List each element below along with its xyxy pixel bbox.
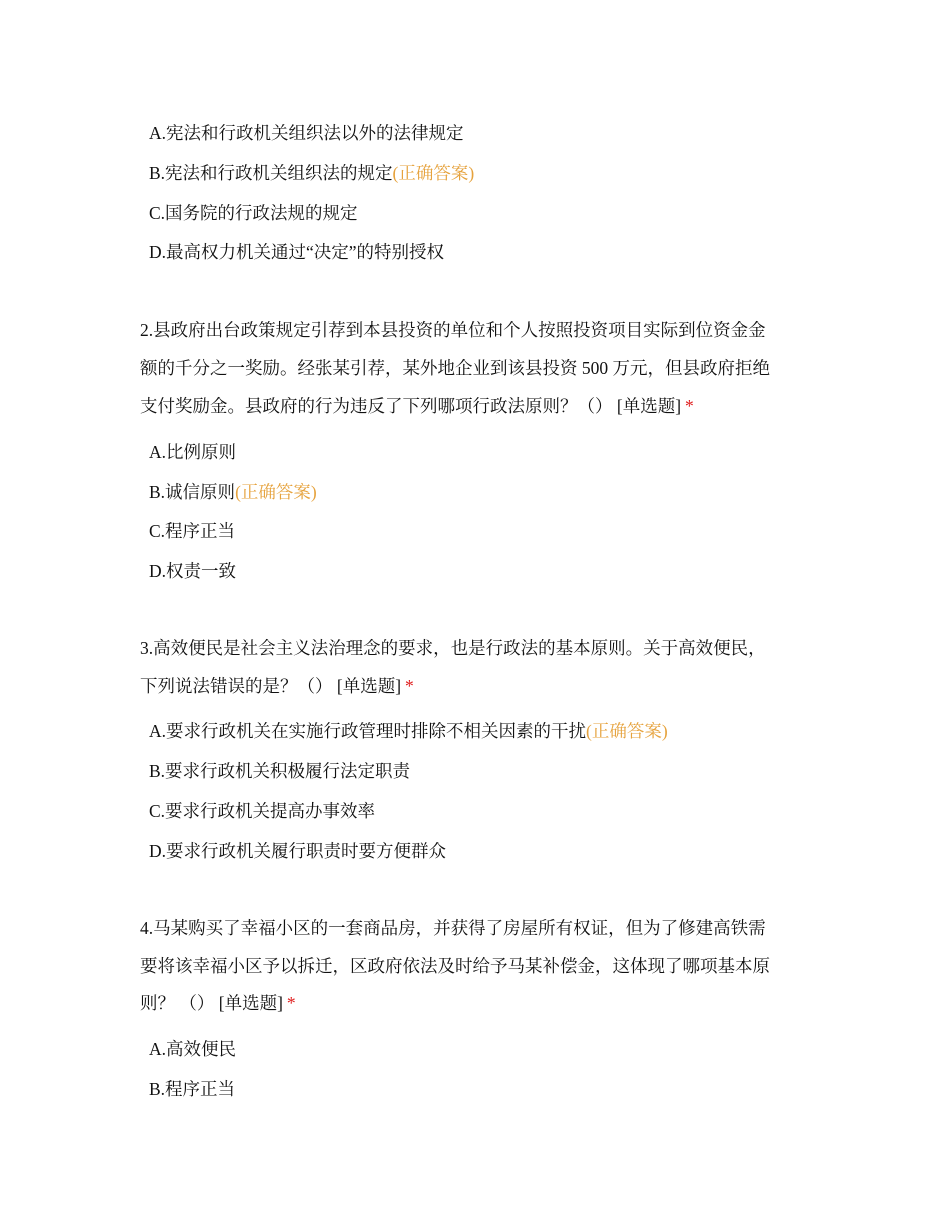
question-4-line-1: 4.马某购买了幸福小区的一套商品房，并获得了房屋所有权证，但为了修建高铁需 [140,918,766,938]
option-3a-text: A.要求行政机关在实施行政管理时排除不相关因素的干扰 [149,721,587,741]
option-1a: A.宪法和行政机关组织法以外的法律规定 [149,123,464,143]
option-3d: D.要求行政机关履行职责时要方便群众 [149,841,447,861]
question-4-line-3-text: 则？ （） [单选题] [140,993,283,1013]
question-4-line-2: 要将该幸福小区予以拆迁，区政府依法及时给予马某补偿金，这体现了哪项基本原 [140,956,770,976]
option-1b-text: B.宪法和行政机关组织法的规定 [149,163,393,183]
required-mark: * [405,676,414,696]
option-3b: B.要求行政机关积极履行法定职责 [149,761,411,781]
option-2b [149,480,317,504]
option-4b: B.程序正当 [149,1079,236,1099]
correct-answer-tag: (正确答案) [586,721,668,741]
required-mark: * [685,396,694,416]
correct-answer-tag: (正确答案) [235,482,317,502]
option-2a: A.比例原则 [149,442,237,462]
option-2d: D.权责一致 [149,561,237,581]
question-2-line-1: 2.县政府出台政策规定引荐到本县投资的单位和个人按照投资项目实际到位资金金 [140,320,766,340]
question-2-line-2: 额的千分之一奖励。经张某引荐，某外地企业到该县投资 500 万元，但县政府拒绝 [140,358,770,378]
question-2-line-3 [140,394,694,418]
option-3a [149,719,668,743]
question-2-line-3-text: 支付奖励金。县政府的行为违反了下列哪项行政法原则？（） [单选题] [140,396,682,416]
correct-answer-tag: (正确答案) [392,163,475,183]
question-3-line-2 [140,674,414,698]
option-1d: D.最高权力机关通过“决定”的特别授权 [149,242,445,262]
option-4a: A.高效便民 [149,1039,237,1059]
option-1c: C.国务院的行政法规的规定 [149,203,358,223]
option-1b [149,161,474,185]
question-4-line-3 [140,991,296,1015]
question-3-line-1: 3.高效便民是社会主义法治理念的要求，也是行政法的基本原则。关于高效便民， [140,638,766,658]
question-3-line-2-text: 下列说法错误的是？（） [单选题] [140,676,402,696]
required-mark: * [286,993,296,1013]
option-3c: C.要求行政机关提高办事效率 [149,801,376,821]
option-2c: C.程序正当 [149,521,236,541]
option-2b-text: B.诚信原则 [149,482,236,502]
